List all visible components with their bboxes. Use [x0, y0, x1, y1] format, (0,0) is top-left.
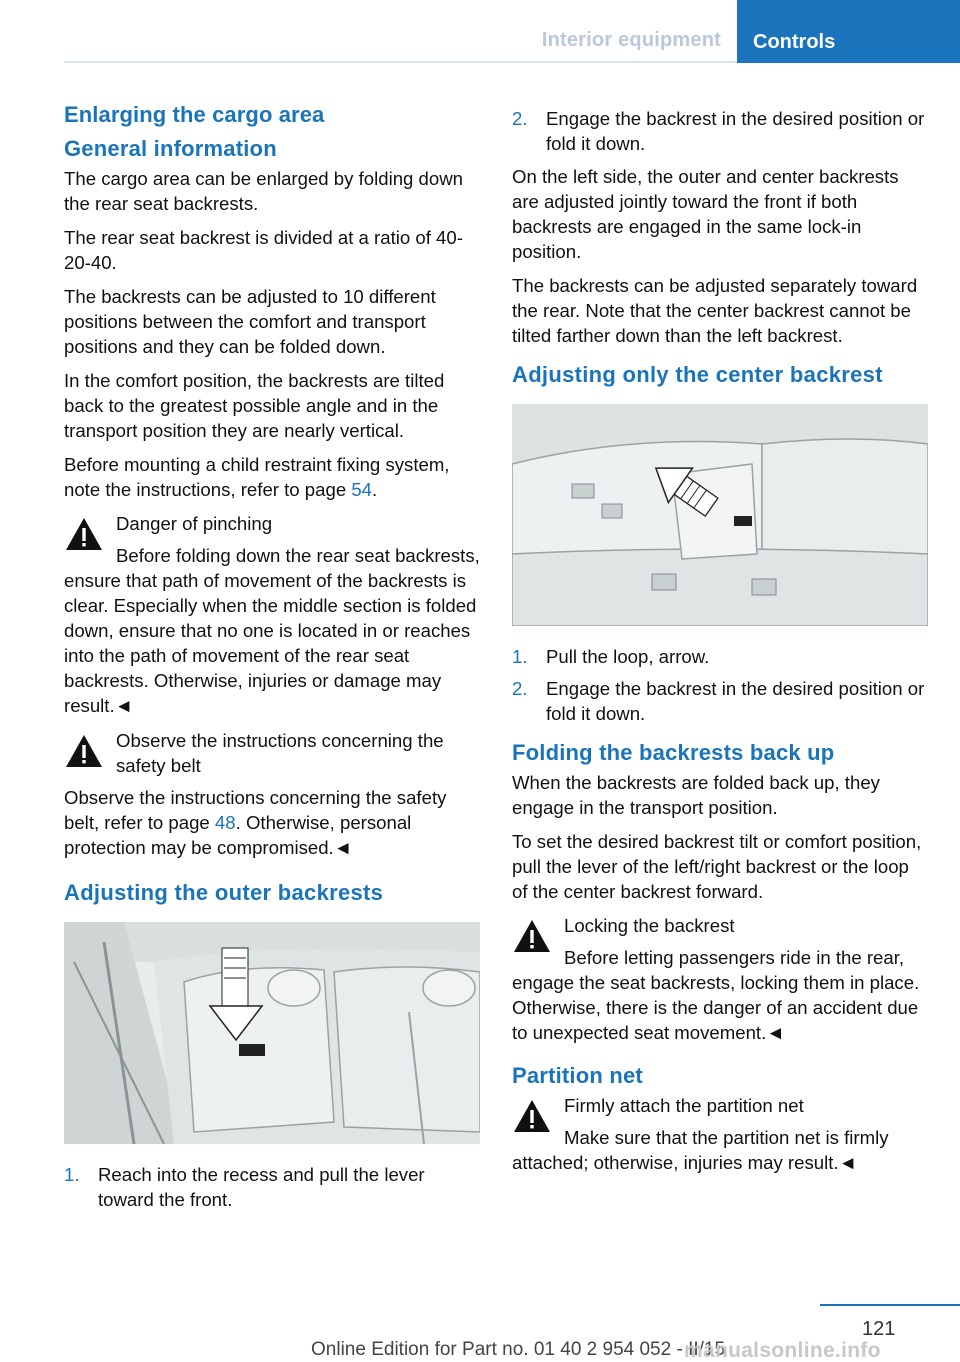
warning-title: Danger of pinching: [116, 513, 273, 534]
page-number: 121: [862, 1318, 896, 1340]
header-chapter-tab: Controls: [737, 0, 960, 63]
warning-title: Firmly attach the partition net: [564, 1095, 804, 1116]
outer-backrests-heading: Adjusting the outer backrests: [64, 880, 384, 905]
step-number: 2.: [512, 108, 528, 129]
outer-backrest-illustration: [64, 922, 480, 1144]
warning-text: . Otherwise, personal protection may be compromised.◄: [64, 812, 412, 858]
center-backrest-illustration: [512, 404, 928, 626]
warning-icon: [64, 732, 104, 770]
list-item: [512, 644, 928, 669]
warning-body: Before letting passengers ride in the rear, engage the seat backrests, locking them in place. Otherwise, there is the danger of an accident due to unexpected seat movement.◄: [512, 947, 920, 1043]
outer-backrest-steps-continued: [512, 106, 928, 156]
paragraph-text: .: [372, 479, 378, 500]
footer-rule: [820, 1304, 960, 1306]
right-column: [512, 100, 928, 1185]
step-number: 2.: [512, 678, 528, 699]
warning-body: Before folding down the rear seat backrests, ensure that path of movement of the backrests is clear. Especially when the middle section is folded down, ensure that no one is located in or reaches into the path of movement of the rear seat backrests. Otherwise, injuries or damage may result.◄: [64, 545, 480, 716]
list-item: [64, 1162, 480, 1212]
paragraph: The rear seat backrest is divided at a ratio of 40-20-40.: [64, 227, 463, 273]
paragraph: On the left side, the outer and center backrests are adjusted jointly toward the front if both backrests are engaged in the same lock-in position.: [512, 166, 899, 262]
step-text: Engage the backrest in the desired position or fold it down.: [546, 678, 925, 724]
step-number: 1.: [512, 646, 528, 667]
outer-backrest-steps: [64, 1162, 480, 1212]
list-item: [512, 106, 928, 156]
edition-note: Online Edition for Part no. 01 40 2 954 052 - II/15: [311, 1339, 726, 1360]
paragraph: In the comfort position, the backrests are tilted back to the greatest possible angle and in the transport position they are nearly vertical.: [64, 370, 445, 441]
warning-title: Observe the instructions concerning the safety belt: [116, 730, 444, 776]
warning-safety-belt: [64, 728, 480, 860]
partition-net-heading: Partition net: [512, 1063, 643, 1088]
warning-icon: [512, 1097, 552, 1135]
warning-text: Observe the instructions concerning the safety belt, refer to page: [64, 787, 447, 833]
page-link-48[interactable]: 48: [214, 812, 236, 833]
center-seat-illustration: [512, 404, 928, 626]
step-text: Engage the backrest in the desired position or fold it down.: [546, 108, 925, 154]
paragraph-text: Before mounting a child restraint fixing system, note the instructions, refer to page: [64, 454, 450, 500]
warning-body: Make sure that the partition net is firmly attached; otherwise, injuries may result.◄: [512, 1127, 889, 1173]
center-backrest-heading: Adjusting only the center backrest: [512, 362, 883, 387]
header-section-title: Interior equipment: [541, 29, 721, 51]
watermark: manualsonline.info: [684, 1339, 881, 1362]
warning-pinching: [64, 511, 480, 718]
warning-icon: [64, 515, 104, 553]
paragraph: When the backrests are folded back up, they engage in the transport position.: [512, 772, 880, 818]
paragraph: To set the desired backrest tilt or comfort position, pull the lever of the left/right backrest or the loop of the center backrest forward.: [512, 831, 922, 902]
paragraph: The backrests can be adjusted separately toward the rear. Note that the center backrest cannot be tilted farther down than the left backrest.: [512, 275, 918, 346]
page-title: Enlarging the cargo area: [64, 102, 325, 127]
paragraph: The cargo area can be enlarged by folding down the rear seat backrests.: [64, 168, 464, 214]
general-information-heading: General information: [64, 136, 277, 161]
step-number: 1.: [64, 1164, 80, 1185]
paragraph: [64, 452, 480, 502]
warning-icon: [512, 917, 552, 955]
step-text: Pull the loop, arrow.: [546, 646, 710, 667]
page-link-54[interactable]: 54: [351, 479, 373, 500]
rear-seat-illustration: [64, 922, 480, 1144]
warning-partition-net: [512, 1093, 928, 1175]
warning-locking-backrest: [512, 913, 928, 1045]
center-backrest-steps: [512, 644, 928, 726]
left-column: [64, 100, 480, 1220]
folding-back-up-heading: Folding the backrests back up: [512, 740, 835, 765]
step-text: Reach into the recess and pull the lever toward the front.: [98, 1164, 425, 1210]
warning-body: [64, 787, 446, 858]
warning-title: Locking the backrest: [564, 915, 735, 936]
list-item: [512, 676, 928, 726]
paragraph: The backrests can be adjusted to 10 different positions between the comfort and transport positions and they can be folded down.: [64, 286, 436, 357]
